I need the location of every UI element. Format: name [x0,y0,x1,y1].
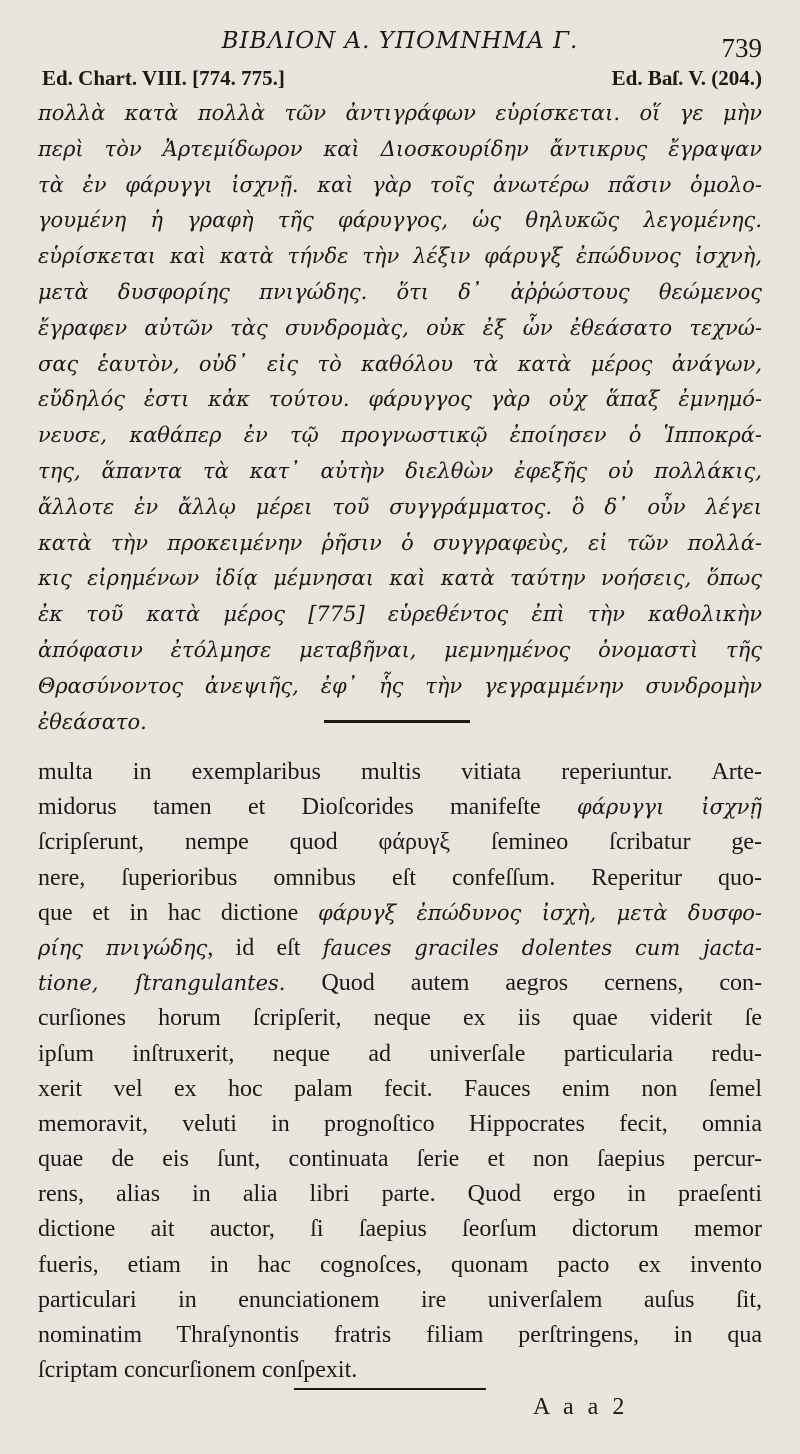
latin-greek-quote: φάρυγγι ἰσχνῇ [576,795,762,820]
edition-reference-right: Ed. Baſ. V. (204.) [611,66,762,90]
greek-line: περὶ τὸν Ἀρτεμίδωρον καὶ Διοσκουρίδην ἄντικρυς ἔγραψαν [38,136,762,161]
greek-line: σας ἑαυτὸν, οὐδ᾽ εἰς τὸ καθόλου τὰ κατὰ μέρος ἀνάγων, [38,351,762,376]
greek-line: ἀπόφασιν ἐτόλμησε μεταβῆναι, μεμνημένος ὀνομαστὶ τῆς [38,637,762,662]
latin-line: curſiones horum ſcripſerit, neque ex iis quae viderit ſe [38,1005,762,1032]
greek-line: τὰ ἐν φάρυγγι ἰσχνῇ. καὶ γὰρ τοῖς ἀνωτέρω πᾶσιν ὁμολο- [38,172,762,197]
greek-line: ἐθεάσατο. [38,709,147,734]
latin-greek-quote: ρίης πνιγώδης [38,935,208,960]
greek-commentary-text [38,96,762,740]
latin-translation-text [38,755,762,1388]
latin-italic-gloss: fauces graciles dolentes cum jacta- [322,935,762,960]
latin-line: nere, ſuperioribus omnibus eſt confeſſum. Reperitur quo- [38,864,762,891]
greek-line: νευσε, καθάπερ ἐν τῷ προγνωστικῷ ἐποίησεν ὁ Ἱπποκρά- [38,423,762,448]
latin-line: fueris, etiam in hac cognoſces, quonam pacto ex invento [38,1251,762,1278]
latin-text-span: que et in hac dictione [38,899,318,926]
greek-line: ἐκ τοῦ κατὰ μέρος [775] εὑρεθέντος ἐπὶ τὴν καθολικὴν [38,602,762,627]
greek-line: γουμένη ἡ γραφὴ τῆς φάρυγγος, ὡς θηλυκῶς λεγομένης. [38,208,762,233]
latin-line: quae de eis ſunt, continuata ſerie et non ſaepius percur- [38,1146,762,1173]
greek-line: μετὰ δυσφορίης πνιγώδης. ὅτι δ᾽ ἀῤῥώστους θεώμενος [38,279,762,304]
latin-line: memoravit, veluti in prognoſtico Hippocrates fecit, omnia [38,1110,762,1137]
greek-line: Θρασύνοντος ἀνεψιῆς, ἐφ᾽ ἧς τὴν γεγραμμένην συνδρομὴν [38,673,762,698]
greek-line: της, ἅπαντα τὰ κατ᾽ αὐτὴν διελθὼν ἐφεξῆς οὐ πολλάκις, [38,458,762,483]
section-divider [324,720,470,723]
latin-line [38,966,762,1001]
latin-line: xerit vel ex hoc palam fecit. Fauces enim non ſemel [38,1075,762,1102]
latin-line: particulari in enunciationem ire univerſalem auſus ſit, [38,1286,762,1313]
latin-line [38,790,762,825]
latin-line: rens, alias in alia libri parte. Quod ergo in praeſenti [38,1181,762,1208]
greek-line: ἄλλοτε ἐν ἄλλῳ μέρει τοῦ συγγράμματος. ὃ δ᾽ οὖν λέγει [38,494,762,519]
latin-line: dictione ait auctor, ſi ſaepius ſeorſum dictorum memor [38,1216,762,1243]
latin-line: nominatim Thraſynontis fratris filiam perſtringens, in qua [38,1322,762,1348]
greek-line: κατὰ τὴν προκειμένην ῥῆσιν ὁ συγγραφεὺς, εἰ τῶν πολλά- [38,530,762,555]
running-head: ΒΙΒΛΙΟΝ Α. ΥΠΟΜΝΗΜΑ Γ. [221,28,579,54]
greek-line: εὔδηλός ἐστι κἀκ τούτου. φάρυγγος γὰρ οὐχ ἅπαξ ἐμνημό- [38,387,762,412]
latin-italic-gloss: tione, ſtrangulantes. [38,971,286,996]
greek-line: πολλὰ κατὰ πολλὰ τῶν ἀντιγράφων εὑρίσκεται. οἵ γε μὴν [38,101,762,125]
latin-line: multa in exemplaribus multis vitiata reperiuntur. Arte- [38,759,762,785]
greek-line: κις εἰρημένων ἰδίᾳ μέμνησαι καὶ κατὰ ταύτην νοήσεις, ὅπως [38,566,762,591]
edition-reference-left: Ed. Chart. VIII. [774. 775.] [42,66,285,90]
latin-line [38,931,762,966]
greek-line: ἔγραφεν αὐτῶν τὰς συνδρομὰς, οὐκ ἐξ ὧν ἐθεάσατο τεχνώ- [38,315,762,340]
latin-line: ſcripſerunt, nempe quod φάρυγξ ſemineo ſcribatur ge- [38,829,762,856]
latin-line [38,896,762,931]
latin-greek-quote: φάρυγξ ἐπώδυνος ἰσχὴ, μετὰ δυσφο- [317,900,762,925]
latin-line: ipſum inſtruxerit, neque ad univerſale particularia redu- [38,1040,762,1067]
greek-line: εὑρίσκεται καὶ κατὰ τήνδε τὴν λέξιν φάρυγξ ἐπώδυνος ἰσχνὴ, [38,244,762,269]
latin-text-span: Quod autem aegros cernens, con- [285,970,762,997]
latin-line: ſcriptam concurſionem conſpexit. [38,1357,358,1384]
latin-text-span: , id eſt [207,934,323,961]
signature-mark: A a a 2 [533,1394,629,1420]
end-rule [294,1388,486,1390]
latin-text-span: midorus tamen et Dioſcorides manifeſte [38,794,577,821]
page-number: 739 [721,33,762,63]
